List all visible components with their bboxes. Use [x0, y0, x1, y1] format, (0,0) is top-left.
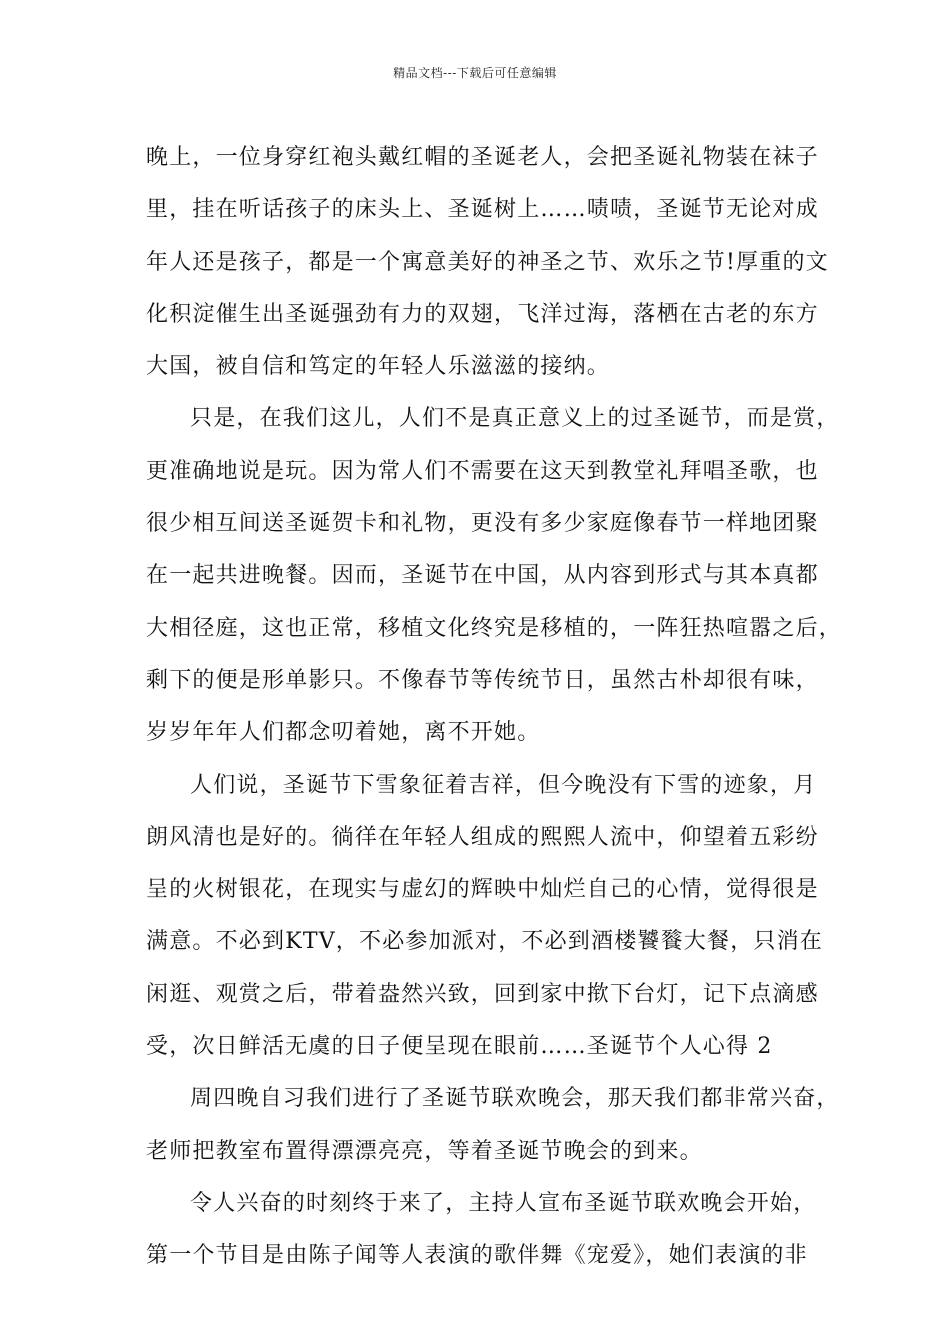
page-header: 精品文档---下载后可任意编辑	[393, 66, 557, 80]
text-line: 岁岁年年人们都念叨着她，离不开她。	[146, 720, 541, 746]
text-line: 朗风清也是好的。徜徉在年轻人组成的熙熙人流中，仰望着五彩纷	[146, 824, 819, 850]
paragraph-start-line: 周四晚自习我们进行了圣诞节联欢晚会，那天我们都非常兴奋，	[190, 1086, 840, 1112]
text-line: 老师把教室布置得漂漂亮亮，等着圣诞节晚会的到来。	[146, 1138, 703, 1164]
text-line: 第一个节目是由陈子闻等人表演的歌伴舞《宠爱》，她们表演的非	[146, 1243, 808, 1269]
paragraph-start-line: 令人兴奋的时刻终于来了，主持人宣布圣诞节联欢晚会开始，	[190, 1190, 817, 1216]
text-line: 呈的火树银花，在现实与虚幻的辉映中灿烂自己的心情，觉得很是	[146, 877, 819, 903]
text-line: 受，次日鲜活无虞的日子便呈现在眼前……圣诞节个人心得 2	[146, 1034, 773, 1060]
text-line: 更准确地说是玩。因为常人们不需要在这天到教堂礼拜唱圣歌，也	[146, 458, 819, 484]
text-line: 在一起共进晚餐。因而，圣诞节在中国，从内容到形式与其本真都	[146, 563, 819, 589]
text-line: 年人还是孩子，都是一个寓意美好的神圣之节、欢乐之节!厚重的文	[146, 249, 829, 275]
text-line: 里，挂在听话孩子的床头上、圣诞树上……啧啧，圣诞节无论对成	[146, 197, 819, 223]
text-line: 很少相互间送圣诞贺卡和礼物，更没有多少家庭像春节一样地团聚	[146, 511, 819, 537]
paragraph-start-line: 只是，在我们这儿，人们不是真正意义上的过圣诞节，而是赏，	[190, 406, 840, 432]
text-line: 化积淀催生出圣诞强劲有力的双翅，飞洋过海，落栖在古老的东方	[146, 301, 819, 327]
paragraph-start-line: 人们说，圣诞节下雪象征着吉祥，但今晚没有下雪的迹象，月	[190, 772, 817, 798]
text-line: 满意。不必到KTV，不必参加派对，不必到酒楼饕餮大餐，只消在	[146, 929, 823, 955]
text-line: 大国，被自信和笃定的年轻人乐滋滋的接纳。	[146, 354, 611, 380]
text-line: 闲逛、观赏之后，带着盎然兴致，回到家中揿下台灯，记下点滴感	[146, 981, 819, 1007]
text-line: 剩下的便是形单影只。不像春节等传统节日，虽然古朴却很有味，	[146, 667, 819, 693]
text-line: 大相径庭，这也正常，移植文化终究是移植的，一阵狂热喧嚣之后，	[146, 615, 843, 641]
document-body	[146, 132, 843, 1283]
text-line: 晚上，一位身穿红袍头戴红帽的圣诞老人，会把圣诞礼物装在袜子	[146, 145, 819, 170]
